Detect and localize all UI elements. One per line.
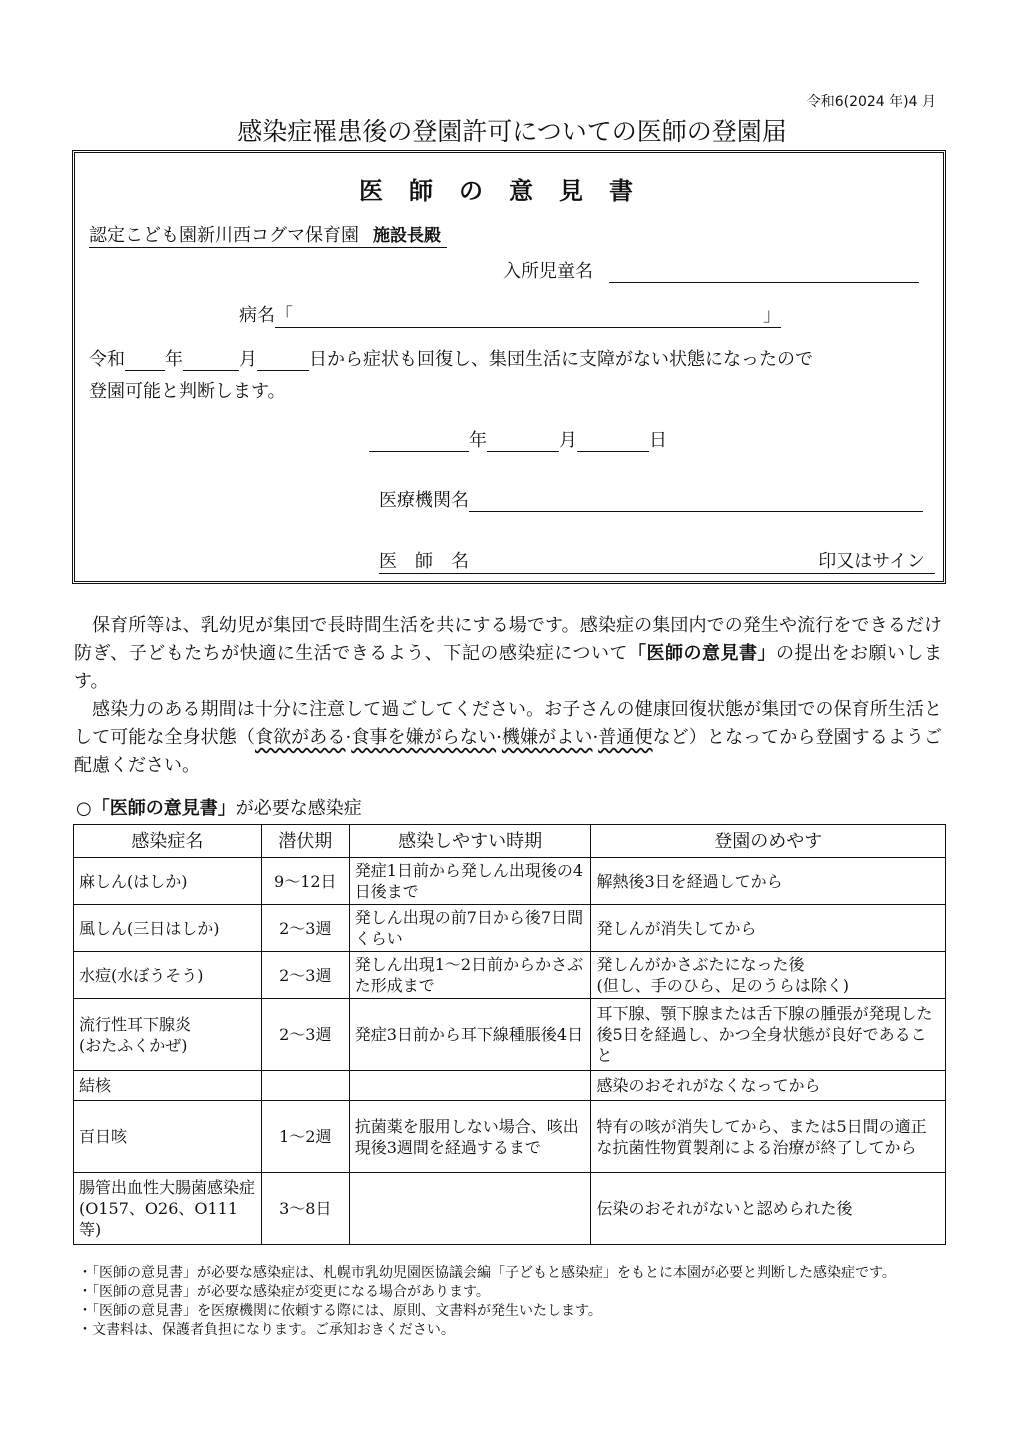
col-header-return-guideline: 登園のめやす (591, 825, 946, 858)
recovery-day-field[interactable] (257, 350, 309, 371)
col-header-incubation: 潜伏期 (261, 825, 349, 858)
table-row: 水痘(水ぼうそう) 2〜3週 発しん出現1〜2日前からかさぶた形成まで 発しんがかさぶたになった後 (但し、手のひら、足のうらは除く) (74, 952, 946, 999)
era-year-field[interactable] (125, 350, 165, 371)
page-title: 感染症罹患後の登園許可についての医師の登園届 (237, 117, 787, 146)
footnote-item: ・「医師の意見書」が必要な感染症は、札幌市乳幼児園医協議会編「子どもと感染症」をもとに本園が必要と判断した感染症です。 (78, 1265, 896, 1281)
sign-year-field[interactable] (369, 431, 469, 452)
table-row: 腸管出血性大腸菌感染症(O157、O26、O111等) 3〜8日 伝染のおそれがないと認められた後 (74, 1173, 946, 1245)
opinion-emphasis: 「医師の意見書」 (627, 643, 776, 664)
reiwa-label: 令和 (89, 349, 125, 370)
seal-label: 印又はサイン (818, 551, 925, 572)
recovery-month-field[interactable] (183, 350, 239, 371)
institution-label: 医療機関名 (379, 490, 469, 511)
recipient: 施設長殿 (373, 226, 441, 246)
form-title: 医師の意見書 (359, 177, 659, 205)
institution-row (379, 486, 923, 512)
intro-paragraph-2: 感染力のある期間は十分に注意して過ごしてください。お子さんの健康回復状態が集団での保育所生活として可能な全身状態（食欲がある·食事を嫌がらない·機嫌がよい·普通便など）となってから登園するようご配慮ください。 (74, 699, 943, 776)
child-name-field[interactable] (609, 262, 919, 283)
table-row: 風しん(三日はしか) 2〜3週 発しん出現の前7日から後7日間くらい 発しんが消失してから (74, 905, 946, 952)
footnotes (78, 1264, 952, 1340)
table-row: 麻しん(はしか) 9〜12日 発症1日前から発しん出現後の4日後まで 解熱後3日を経過してから (74, 858, 946, 905)
signature-date-row: 年 月 日 (369, 426, 667, 452)
col-header-disease: 感染症名 (74, 825, 262, 858)
doctor-row[interactable] (379, 547, 935, 574)
intro-paragraph-1: 保育所等は、乳幼児が集団で長時間生活を共にする場です。感染症の集団内での発生や流行をできるだけ防ぎ、子どもたちが快適に生活できるよう、下記の感染症について「医師の意見書」の提出をお願いします。 (74, 615, 942, 692)
footnote-item: ・文書料は、保護者負担になります。ご承知おきください。 (78, 1322, 455, 1338)
col-header-contagious-period: 感染しやすい時期 (349, 825, 591, 858)
table-row: 百日咳 1〜2週 抗菌薬を服用しない場合、咳出現後3週間を経過するまで 特有の咳が消失してから、または5日間の適正な抗菌性物質製剤による治療が終了してから (74, 1101, 946, 1173)
child-name-label: 入所児童名 (503, 261, 593, 282)
table-row: 結核 感染のおそれがなくなってから (74, 1071, 946, 1101)
footnote-item: ・「医師の意見書」が必要な感染症が変更になる場合があります。 (78, 1284, 490, 1300)
opinion-form (72, 150, 946, 584)
sign-day-field[interactable] (577, 431, 649, 452)
judgement-text: 登園可能と判断します。 (89, 381, 286, 402)
disease-label: 病名 (239, 305, 275, 326)
disease-row (239, 301, 781, 328)
section-heading: ○「医師の意見書」が必要な感染症 (76, 798, 362, 819)
table-header-row (74, 825, 946, 858)
recovery-statement: 令和 年 月 日から症状も回復し、集団生活に支障がない状態になったので (89, 349, 813, 370)
issue-date: 令和6(2024 年)4 月 (806, 94, 936, 110)
facility-name: 認定こども園新川西コグマ保育園 (89, 225, 359, 246)
sign-month-field[interactable] (487, 431, 559, 452)
child-name-row (503, 257, 919, 283)
disease-field[interactable]: 「 」 (275, 301, 781, 328)
disease-table (73, 824, 946, 1245)
footnote-item: ・「医師の意見書」を医療機関に依頼する際には、原則、文書料が発生いたします。 (78, 1303, 602, 1319)
institution-field[interactable] (469, 491, 923, 512)
table-row: 流行性耳下腺炎 (おたふくかぜ) 2〜3週 発症3日前から耳下線種脹後4日 耳下腺、顎下腺または舌下腺の腫張が発現した後5日を経過し、かつ全身状態が良好であること (74, 999, 946, 1071)
doctor-label: 医 師 名 (379, 551, 469, 572)
addressee (89, 221, 447, 248)
